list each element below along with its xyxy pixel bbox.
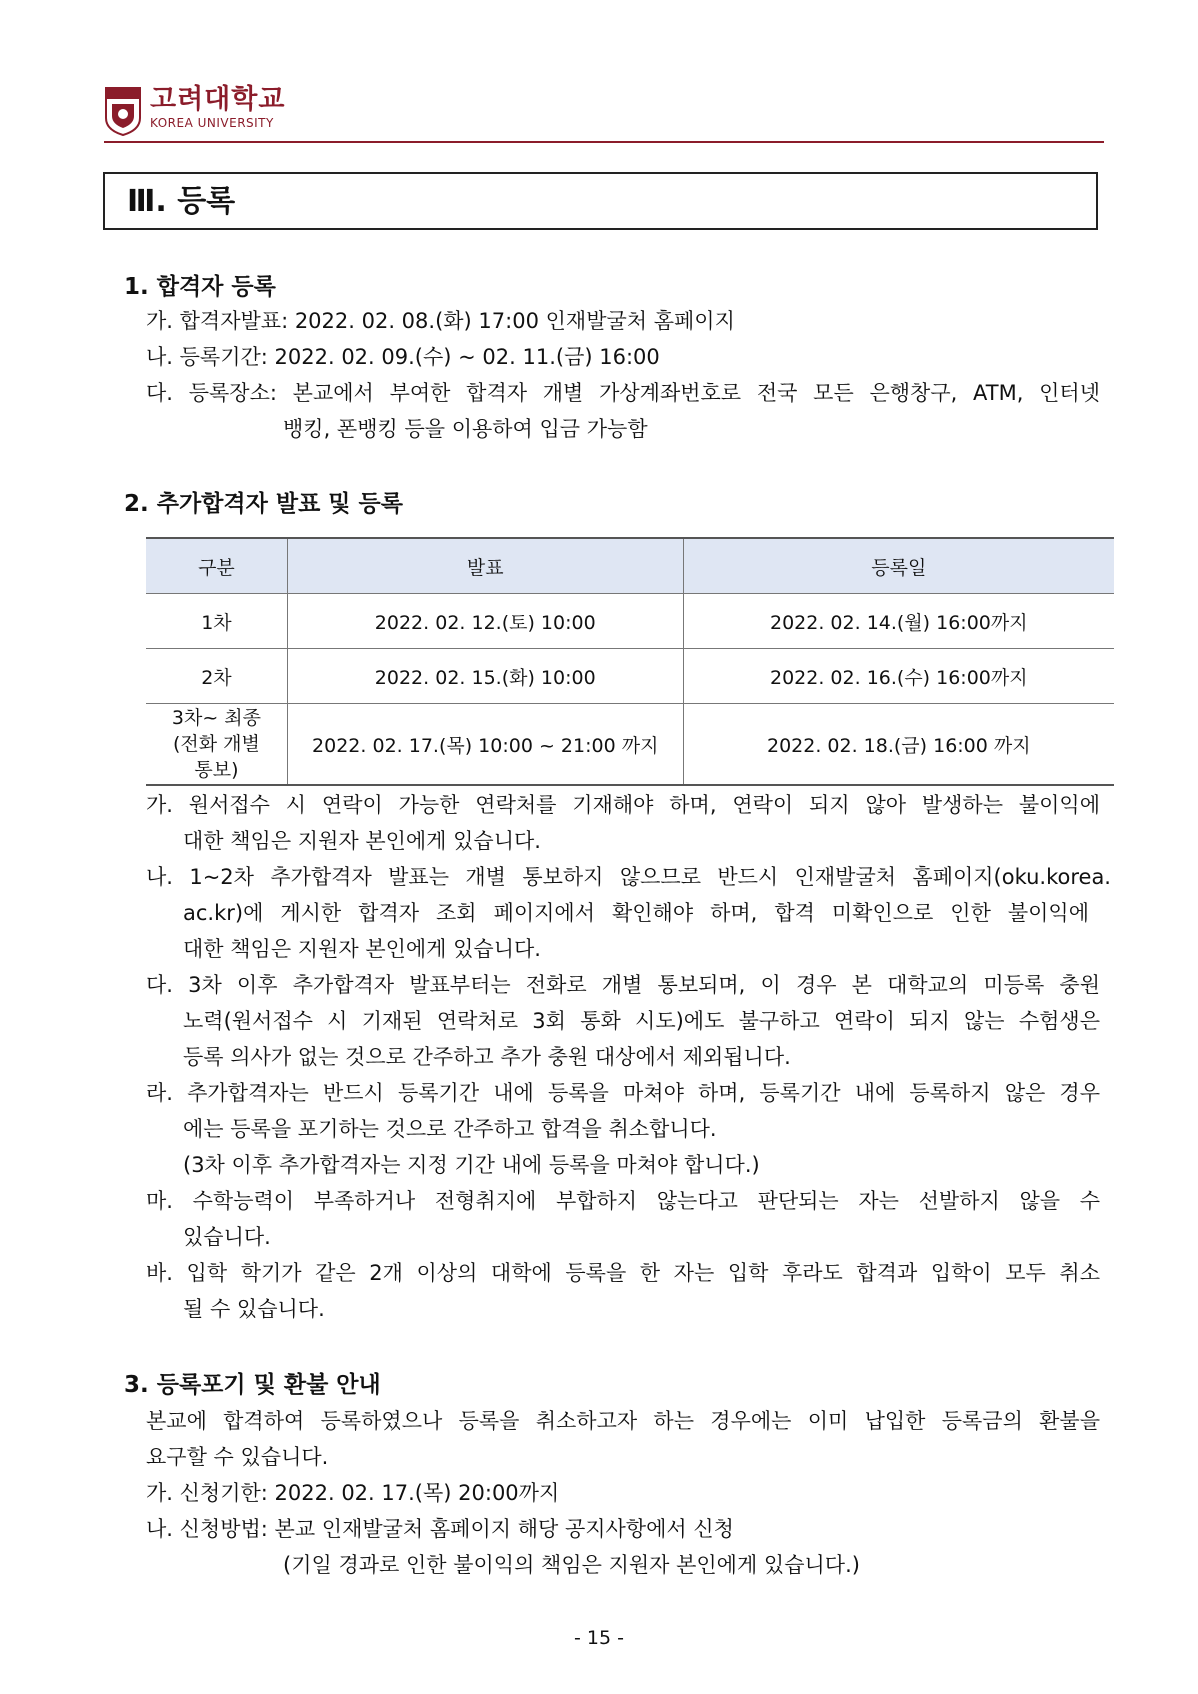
note-line: 에는 등록을 포기하는 것으로 간주하고 합격을 취소합니다. — [183, 1117, 717, 1141]
page-number: - 15 - — [574, 1627, 624, 1649]
cell-registration: 2022. 02. 14.(월) 16:00까지 — [683, 594, 1114, 649]
cell-announcement: 2022. 02. 12.(토) 10:00 — [287, 594, 683, 649]
heading-successful-applicant-registration: 1. 합격자 등록 — [124, 274, 276, 300]
logo-name-en: KOREA UNIVERSITY — [150, 116, 274, 130]
cell-round: 2차 — [146, 649, 287, 704]
cell-announcement: 2022. 02. 17.(목) 10:00 ~ 21:00 까지 — [287, 704, 683, 786]
note-line: 라. 추가합격자는 반드시 등록기간 내에 등록을 마쳐야 하며, 등록기간 내에 등록하지 않은 경우 — [146, 1081, 1100, 1105]
note-line: 노력(원서접수 시 기재된 연락처로 3회 통화 시도)에도 불구하고 연락이 되지 않는 수험생은 — [183, 1009, 1100, 1033]
page-header — [104, 82, 1104, 146]
refund-intro-line: 요구할 수 있습니다. — [146, 1445, 329, 1469]
cell-round-line: 3차~ 최종 — [171, 707, 261, 729]
cell-announcement: 2022. 02. 15.(화) 10:00 — [287, 649, 683, 704]
item-registration-place: 다. 등록장소: 본교에서 부여한 합격자 개별 가상계좌번호로 전국 모든 은행창구, ATM, 인터넷 — [146, 381, 1100, 405]
note-line: 대한 책임은 지원자 본인에게 있습니다. — [183, 829, 541, 853]
note-line: 있습니다. — [183, 1225, 271, 1249]
note-line: ac.kr)에 게시한 합격자 조회 페이지에서 확인해야 하며, 합격 미확인으로 인한 불이익에 — [183, 901, 1089, 925]
note-line: (3차 이후 추가합격자는 지정 기간 내에 등록을 마쳐야 합니다.) — [183, 1153, 760, 1177]
note-line: 바. 입학 학기가 같은 2개 이상의 대학에 등록을 한 자는 입학 후라도 합격과 입학이 모두 취소 — [146, 1261, 1100, 1285]
note-line: 마. 수학능력이 부족하거나 전형취지에 부합하지 않는다고 판단되는 자는 선발하지 않을 수 — [146, 1189, 1100, 1213]
cell-round-line: (전화 개별 — [173, 733, 260, 755]
header-divider — [104, 141, 1104, 143]
note-line: 다. 3차 이후 추가합격자 발표부터는 전화로 개별 통보되며, 이 경우 본 대학교의 미등록 충원 — [146, 973, 1100, 997]
table-row — [146, 594, 1114, 649]
note-line: 등록 의사가 없는 것으로 간주하고 추가 충원 대상에서 제외됩니다. — [183, 1045, 791, 1069]
col-header-registration-date: 등록일 — [683, 538, 1114, 594]
university-logo-text — [150, 84, 285, 130]
item-registration-period: 나. 등록기간: 2022. 02. 09.(수) ~ 02. 11.(금) 16:00 — [146, 345, 660, 369]
logo-name-ko: 고려대학교 — [150, 84, 286, 115]
refund-method: 나. 신청방법: 본교 인재발굴처 홈페이지 해당 공지사항에서 신청 — [146, 1517, 734, 1541]
refund-method-note: (기일 경과로 인한 불이익의 책임은 지원자 본인에게 있습니다.) — [283, 1553, 860, 1577]
heading-additional-applicants: 2. 추가합격자 발표 및 등록 — [124, 491, 403, 517]
heading-refund-guide: 3. 등록포기 및 환불 안내 — [124, 1372, 381, 1398]
refund-deadline: 가. 신청기한: 2022. 02. 17.(목) 20:00까지 — [146, 1481, 560, 1505]
cell-round-line: 통보) — [194, 759, 239, 781]
additional-schedule-table — [146, 537, 1114, 786]
note-line: 가. 원서접수 시 연락이 가능한 연락처를 기재해야 하며, 연락이 되지 않아 발생하는 불이익에 — [146, 793, 1100, 817]
section-title-box — [103, 172, 1098, 230]
note-line: 대한 책임은 지원자 본인에게 있습니다. — [183, 937, 541, 961]
note-line: 될 수 있습니다. — [183, 1297, 325, 1321]
table-row — [146, 704, 1114, 786]
col-header-announcement: 발표 — [287, 538, 683, 594]
refund-intro-line: 본교에 합격하여 등록하였으나 등록을 취소하고자 하는 경우에는 이미 납입한 등록금의 환불을 — [146, 1409, 1100, 1433]
table-header-row — [146, 538, 1114, 594]
note-line: 나. 1~2차 추가합격자 발표는 개별 통보하지 않으므로 반드시 인재발굴처 홈페이지(oku.korea. — [146, 865, 1111, 889]
cell-registration: 2022. 02. 18.(금) 16:00 까지 — [683, 704, 1114, 786]
item-registration-place-cont: 뱅킹, 폰뱅킹 등을 이용하여 입금 가능함 — [283, 417, 648, 441]
col-header-round: 구분 — [146, 538, 287, 594]
cell-round: 1차 — [146, 594, 287, 649]
cell-registration: 2022. 02. 16.(수) 16:00까지 — [683, 649, 1114, 704]
section-title: Ⅲ. 등록 — [127, 184, 236, 219]
table-row — [146, 649, 1114, 704]
item-announcement: 가. 합격자발표: 2022. 02. 08.(화) 17:00 인재발굴처 홈페이지 — [146, 309, 735, 333]
university-crest-icon — [104, 86, 142, 136]
cell-round — [146, 704, 287, 786]
